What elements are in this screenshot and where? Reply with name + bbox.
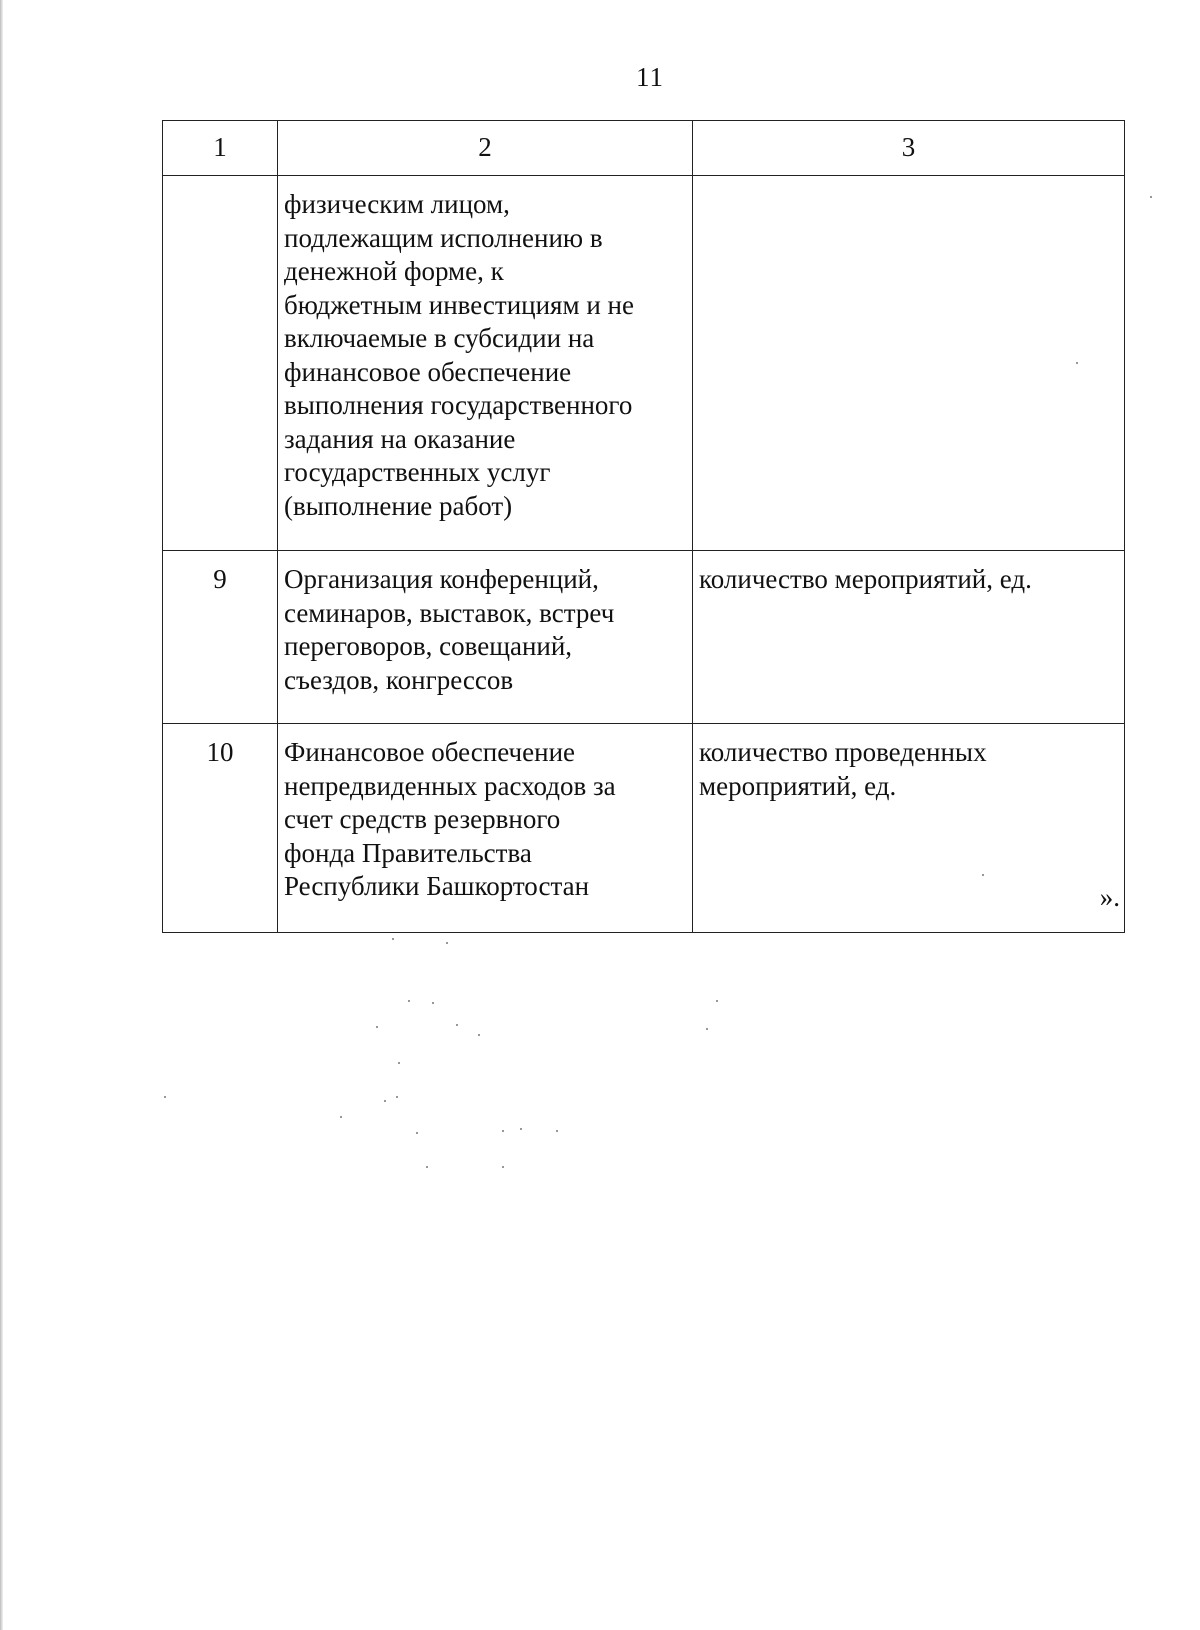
row-number: [163, 176, 278, 551]
row-description: физическим лицом, подлежащим исполнению в денежной форме, к бюджетным инвестициям и не включаемые в субсидии на финансовое обеспечение выполнения государственного задания на оказание государственных услуг (выполнение работ): [278, 176, 693, 551]
scan-edge: [0, 0, 3, 1630]
row-indicator: количество мероприятий, ед.: [693, 551, 1125, 724]
table-header-row: [163, 121, 1125, 176]
row-indicator: количество проведенных мероприятий, ед.: [693, 724, 1125, 933]
row-description: Финансовое обеспечение непредвиденных расходов за счет средств резервного фонда Правительства Республики Башкортостан: [278, 724, 693, 933]
table-row: [163, 176, 1125, 551]
column-header-3: 3: [693, 121, 1125, 176]
column-header-1: 1: [163, 121, 278, 176]
row-number: 10: [163, 724, 278, 933]
table-row: [163, 724, 1125, 933]
table-row: [163, 551, 1125, 724]
document-table: [162, 120, 1125, 933]
column-header-2: 2: [278, 121, 693, 176]
row-indicator: [693, 176, 1125, 551]
page-number: 11: [636, 62, 664, 92]
closing-quote: ».: [1099, 882, 1120, 912]
row-description: Организация конференций, семинаров, выставок, встреч переговоров, совещаний, съездов, конгрессов: [278, 551, 693, 724]
row-number: 9: [163, 551, 278, 724]
